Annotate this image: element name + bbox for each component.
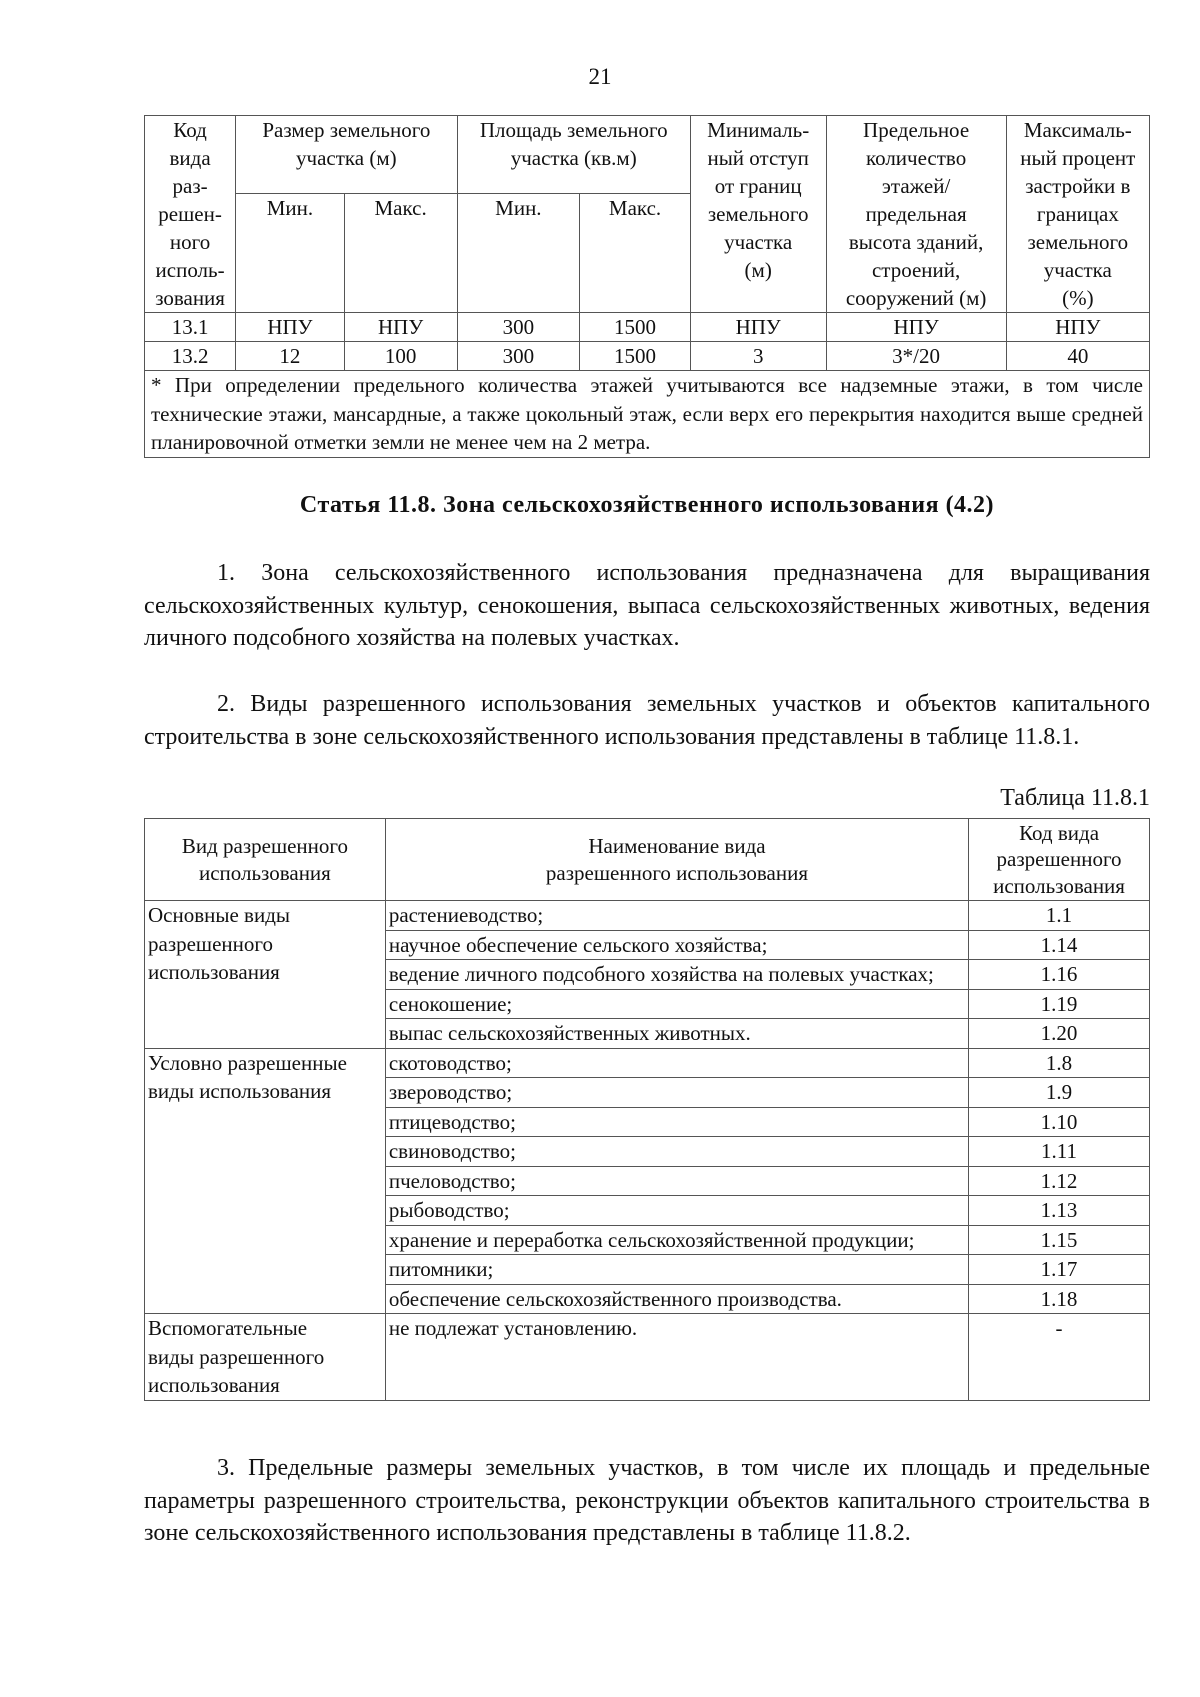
use-code-cell: 1.10 — [969, 1107, 1150, 1137]
header-use-type: Вид разрешенного использования — [145, 819, 386, 901]
header-coverage: Максималь- ный процент застройки в границах земельного участка (%) — [1006, 116, 1149, 313]
table-cell: 100 — [344, 342, 457, 371]
use-name-cell: питомники; — [385, 1255, 968, 1285]
use-name-cell: сенокошение; — [385, 989, 968, 1019]
table-cell: 300 — [457, 342, 580, 371]
header-area-max: Макс. — [580, 194, 691, 313]
use-group-label: Вспомогательные виды разрешенного использования — [145, 1314, 386, 1401]
table-cell: 3 — [690, 342, 826, 371]
use-group-label: Основные виды разрешенного использования — [145, 901, 386, 1049]
use-name-cell: растениеводство; — [385, 901, 968, 931]
use-name-cell: скотоводство; — [385, 1048, 968, 1078]
table-cell: НПУ — [826, 313, 1006, 342]
uses-table-body — [145, 901, 1150, 1401]
table-caption: Таблица 11.8.1 — [1000, 785, 1150, 811]
table-row — [145, 1314, 1150, 1401]
use-code-cell: 1.12 — [969, 1166, 1150, 1196]
use-code-cell: 1.1 — [969, 901, 1150, 931]
page-number: 21 — [588, 64, 612, 89]
use-group-label: Условно разрешенные виды использования — [145, 1048, 386, 1314]
permitted-uses-table — [144, 818, 1150, 1401]
header-size-max: Макс. — [344, 194, 457, 313]
use-name-cell: птицеводство; — [385, 1107, 968, 1137]
paragraph-2: 2. Виды разрешенного использования земельных участков и объектов капитального строительства в зоне сельскохозяйственного использования представлены в таблице 11.8.1. — [144, 691, 1150, 750]
header-area: Площадь земельного участка (кв.м) — [457, 116, 690, 194]
table-cell: 1500 — [580, 342, 691, 371]
table-header-row — [145, 819, 1150, 901]
section-heading: Статья 11.8. Зона сельскохозяйственного использования (4.2) — [299, 492, 995, 518]
use-code-cell: 1.15 — [969, 1225, 1150, 1255]
table-cell: 1500 — [580, 313, 691, 342]
use-code-cell: 1.13 — [969, 1196, 1150, 1226]
use-name-cell: звероводство; — [385, 1078, 968, 1108]
header-area-min: Мин. — [457, 194, 580, 313]
table-footnote: * При определении предельного количества этажей учитываются все надземные этажи, в том числе технические этажи, мансардные, а также цокольный этаж, если верх его перекрытия находится выше средней планировочной отметки земли не менее чем на 2 метра. — [145, 371, 1150, 458]
use-code-cell: 1.18 — [969, 1284, 1150, 1314]
use-code-cell: 1.19 — [969, 989, 1150, 1019]
header-code: Код вида раз- решен- ного исполь- зования — [145, 116, 236, 313]
header-use-name: Наименование вида разрешенного использования — [385, 819, 968, 901]
paragraph-1: 1. Зона сельскохозяйственного использования предназначена для выращивания сельскохозяйственных культур, сенокошения, выпаса сельскохозяйственных животных, ведения личного подсобного хозяйства на полевых участках. — [144, 560, 1150, 651]
use-code-cell: 1.17 — [969, 1255, 1150, 1285]
use-code-cell: 1.8 — [969, 1048, 1150, 1078]
table-row — [145, 1048, 1150, 1078]
use-name-cell: обеспечение сельскохозяйственного производства. — [385, 1284, 968, 1314]
use-code-cell: 1.16 — [969, 960, 1150, 990]
use-code-cell: 1.20 — [969, 1019, 1150, 1049]
use-name-cell: выпас сельскохозяйственных животных. — [385, 1019, 968, 1049]
table-cell: НПУ — [1006, 313, 1149, 342]
table-row — [145, 901, 1150, 931]
parameters-table — [144, 115, 1150, 458]
use-name-cell: хранение и переработка сельскохозяйственной продукции; — [385, 1225, 968, 1255]
use-code-cell: 1.9 — [969, 1078, 1150, 1108]
header-size-min: Мин. — [236, 194, 345, 313]
use-name-cell: рыбоводство; — [385, 1196, 968, 1226]
table-cell: 3*/20 — [826, 342, 1006, 371]
table-cell: 13.1 — [145, 313, 236, 342]
table-row — [145, 342, 1150, 371]
use-name-cell: научное обеспечение сельского хозяйства; — [385, 930, 968, 960]
paragraph-3: 3. Предельные размеры земельных участков, в том числе их площадь и предельные параметры разрешенного строительства, реконструкции объектов капитального строительства в зоне сельскохозяйственного использования представлены в таблице 11.8.2. — [144, 1455, 1150, 1546]
use-code-cell: - — [969, 1314, 1150, 1401]
header-use-code: Код вида разрешенного использования — [969, 819, 1150, 901]
use-name-cell: пчеловодство; — [385, 1166, 968, 1196]
use-name-cell: ведение личного подсобного хозяйства на полевых участках; — [385, 960, 968, 990]
use-name-cell: свиноводство; — [385, 1137, 968, 1167]
use-name-cell: не подлежат установлению. — [385, 1314, 968, 1401]
table-note-row — [145, 371, 1150, 458]
use-code-cell: 1.11 — [969, 1137, 1150, 1167]
table-cell: 300 — [457, 313, 580, 342]
table-cell: НПУ — [344, 313, 457, 342]
table-cell: 13.2 — [145, 342, 236, 371]
header-floors: Предельное количество этажей/ предельная высота зданий, строений, сооружений (м) — [826, 116, 1006, 313]
table-header-row — [145, 116, 1150, 194]
table-cell: 40 — [1006, 342, 1149, 371]
header-setback: Минималь- ный отступ от границ земельного участка (м) — [690, 116, 826, 313]
table-row — [145, 313, 1150, 342]
table-cell: НПУ — [236, 313, 345, 342]
use-code-cell: 1.14 — [969, 930, 1150, 960]
header-size: Размер земельного участка (м) — [236, 116, 457, 194]
table-cell: НПУ — [690, 313, 826, 342]
table-cell: 12 — [236, 342, 345, 371]
